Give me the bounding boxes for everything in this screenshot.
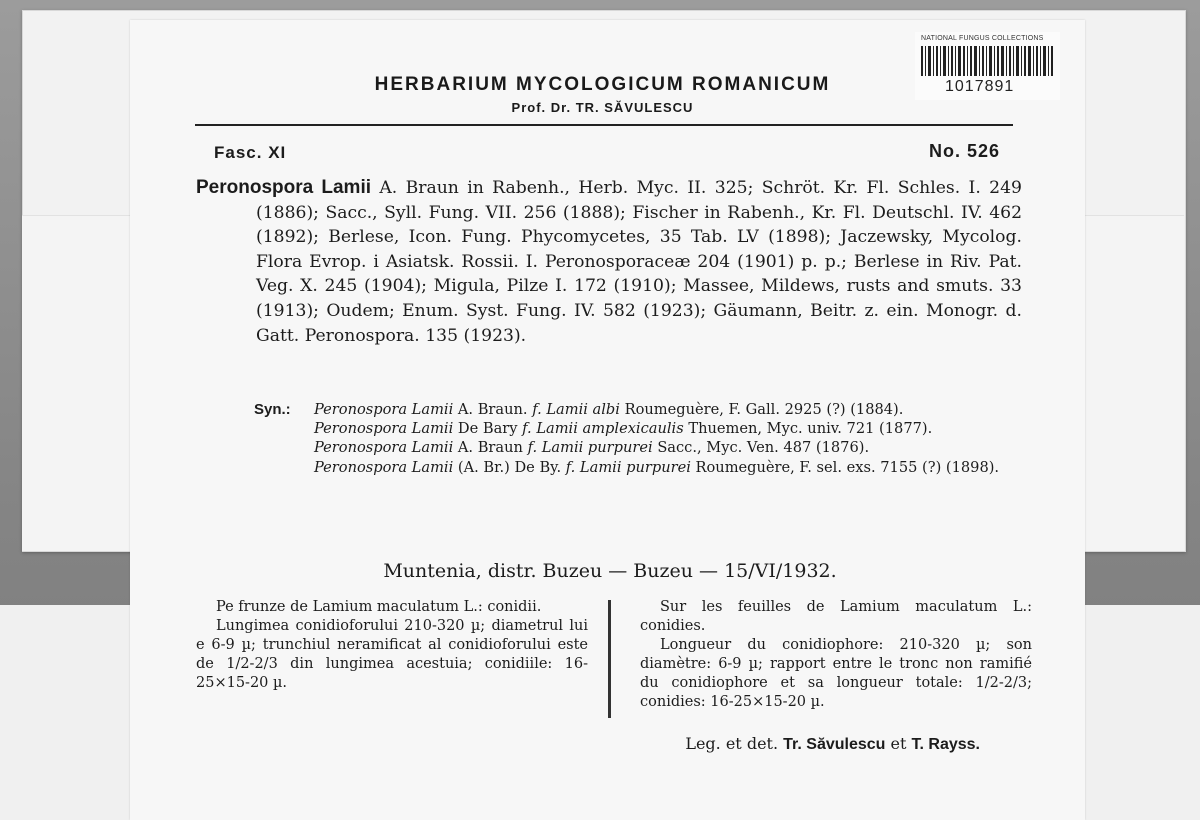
collector-prefix: Leg. et det. — [685, 734, 779, 753]
synonym-item: Peronospora Lamii A. Braun. f. Lamii albi Roumeguère, F. Gall. 2925 (?) (1884). — [314, 401, 904, 418]
details-french: Longueur du conidiophore: 210-320 µ; son diamètre: 6-9 µ; rapport entre le tronc non ramifié du conidiophore et sa longueur totale: 1/2-2/3; conidies: 16-25×15-20 µ. — [640, 637, 1032, 710]
collector-line — [540, 734, 980, 754]
fascicle-number: Fasc. XI — [214, 143, 287, 162]
species-entry — [196, 176, 1022, 348]
synonyms-block — [254, 400, 1024, 477]
species-name: Peronospora Lamii — [196, 177, 372, 198]
synonyms-list — [254, 400, 1024, 477]
collector-conjunction: et — [890, 734, 907, 753]
synonyms-label: Syn.: — [254, 401, 291, 418]
barcode-number: 1017891 — [945, 78, 1015, 95]
synonym-item: Peronospora Lamii A. Braun f. Lamii purpurei Sacc., Myc. Ven. 487 (1876). — [314, 439, 870, 457]
header-rule — [195, 124, 1013, 126]
barcode-caption: NATIONAL FUNGUS COLLECTIONS — [921, 35, 1044, 42]
herbarium-title: HERBARIUM MYCOLOGICUM ROMANICUM — [374, 74, 831, 95]
species-citation: A. Braun in Rabenh., Herb. Myc. II. 325; Schröt. Kr. Fl. Schles. I. 249 (1886); Sacc., Syll. Fung. VII. 256 (1888); Fischer in Rabenh., Kr. Fl. Deutschl. IV. 462 (1892); Berlese, Icon. Fung. Phycomycetes, 35 Tab. LV (1898); Jaczewsky, Mycolog. Flora Evrop. i Asiatsk. Rossii. I. Peronosporaceæ 204 (1901) p. p.; Berlese in Riv. Pat. Veg. X. 245 (1904); Migula, Pilze I. 172 (1910); Massee, Mildews, rusts and smuts. 33 (1913); Oudem; Enum. Syst. Fung. IV. 582 (1923); Gäumann, Beitr. z. ein. Monogr. d. Gatt. Peronospora. 135 (1923). — [256, 178, 1022, 346]
collector-name-1: Tr. Săvulescu — [783, 736, 886, 753]
synonym-item: Peronospora Lamii (A. Br.) De By. f. Lamii purpurei Roumeguère, F. sel. exs. 7155 (?) (1898). — [314, 458, 1000, 476]
synonym-item: Peronospora Lamii De Bary f. Lamii amplexicaulis Thuemen, Myc. univ. 721 (1877). — [314, 420, 933, 438]
collection-locality: Muntenia, distr. Buzeu — Buzeu — 15/VI/1932. — [383, 560, 837, 582]
specimen-number: No. 526 — [928, 141, 1000, 161]
column-divider — [608, 600, 611, 718]
description-romanian — [196, 598, 588, 693]
host-french: Sur les feuilles de Lamium maculatum L.: conidies. — [640, 599, 1032, 634]
collector-name-2: T. Rayss. — [911, 736, 980, 753]
host-romanian: Pe frunze de Lamium maculatum L.: conidii. — [216, 599, 542, 615]
herbarium-editor: Prof. Dr. TR. SĂVULESCU — [511, 100, 694, 115]
details-romanian: Lungimea conidioforului 210-320 µ; diametrul lui e 6-9 µ; trunchiul neramificat al conidioforului este de 1/2-2/3 din lungimea acestuia; conidiile: 16-25×15-20 µ. — [196, 618, 588, 691]
description-french — [640, 598, 1032, 712]
barcode-icon — [921, 46, 1053, 76]
